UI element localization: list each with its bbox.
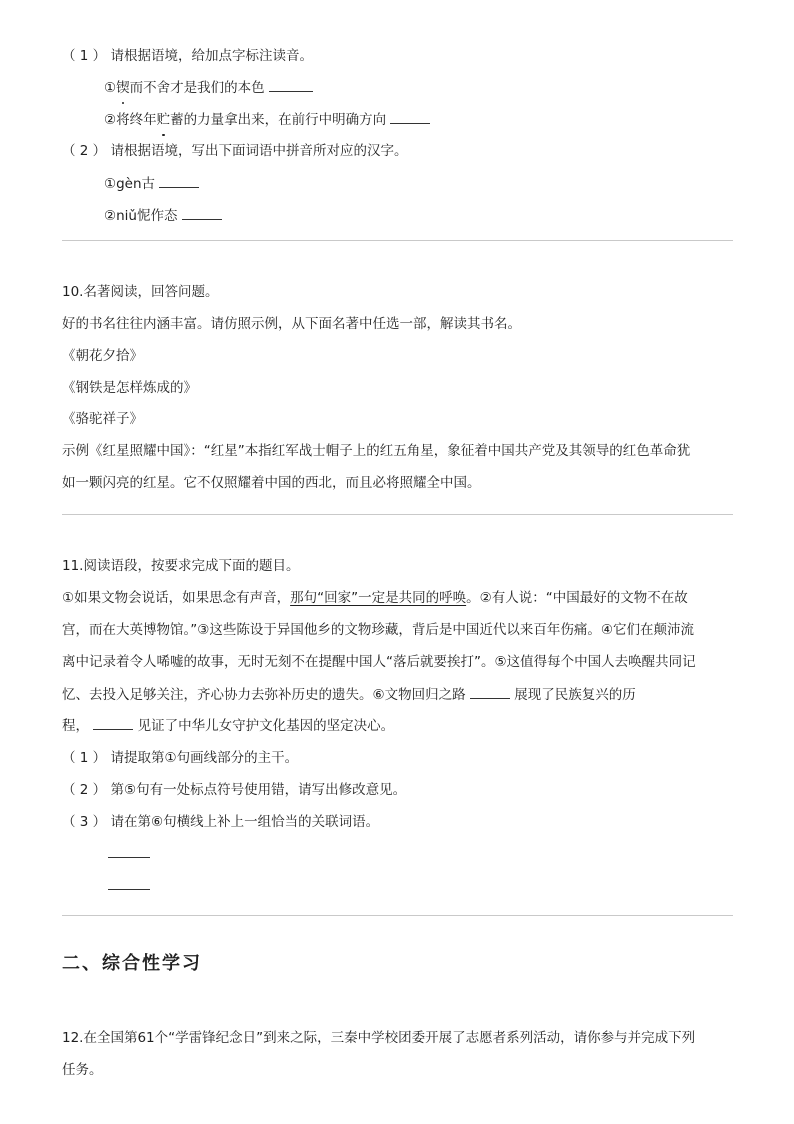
q12-line-1: 12.在全国第61个“学雷锋纪念日”到来之际，三秦中学校团委开展了志愿者系列活动，请你参与并完成下列 — [62, 1030, 696, 1046]
q9-item3 — [104, 173, 199, 194]
q9-item1 — [104, 77, 313, 98]
q9-item1-rest: 而不舍才是我们的本色 — [129, 80, 265, 96]
q11-p5-post: 见证了中华儿女守护文化基因的坚定决心。 — [137, 718, 395, 734]
q11-passage-line-1 — [62, 588, 688, 608]
q10-book-2: 《钢铁是怎样炼成的》 — [62, 380, 197, 396]
q11-answer-line-2 — [108, 875, 150, 896]
q11-p1-underlined: 那句“回家”一定是共同的呼唤 — [290, 590, 467, 606]
q9-item2-rest: 蓄的力量拿出来，在前行中明确方向 — [170, 112, 387, 128]
q11-answer-line-1 — [108, 843, 150, 864]
q11-sub3: （ 3 ） 请在第⑥句横线上补上一组恰当的关联词语。 — [62, 814, 380, 830]
q11-passage-line-2: 宫，而在大英博物馆。”③这些陈设于异国他乡的文物珍藏，背后是中国近代以来百年伤痛。④它们在颠沛流 — [62, 622, 694, 638]
q9-item3-answer-blank[interactable] — [159, 173, 199, 188]
divider — [62, 240, 733, 241]
q9-item1-answer-blank[interactable] — [269, 77, 313, 92]
q11-answer-blank-1[interactable] — [108, 843, 150, 858]
q9-item2-emphasis-char: 贮 — [156, 112, 171, 128]
q11-passage-line-4 — [62, 684, 636, 705]
q11-p4-pre: 忆、去投入足够关注，齐心协力去弥补历史的遗失。⑥文物回归之路 — [62, 687, 466, 703]
q9-item1-emphasis-char: 锲 — [116, 80, 130, 96]
q10-example-line-2: 如一颗闪亮的红星。它不仅照耀着中国的西北，而且必将照耀全中国。 — [62, 475, 481, 491]
q10-book-1: 《朝花夕拾》 — [62, 348, 143, 364]
divider — [62, 915, 733, 916]
q11-passage-line-5 — [62, 715, 394, 736]
q11-p1-pre: ①如果文物会说话，如果思念有声音， — [62, 590, 291, 606]
q10-example-line-1: 示例《红星照耀中国》：“红星”本指红军战士帽子上的红五角星，象征着中国共产党及其领导的红色革命犹 — [62, 443, 691, 459]
q12-line-2: 任务。 — [62, 1062, 103, 1078]
divider — [62, 514, 733, 515]
q11-title: 11.阅读语段，按要求完成下面的题目。 — [62, 558, 300, 574]
q11-blank-2[interactable] — [93, 715, 133, 730]
q9-item3-text: ①gèn古 — [104, 176, 156, 192]
q11-answer-blank-2[interactable] — [108, 875, 150, 890]
q10-book-3: 《骆驼祥子》 — [62, 411, 143, 427]
section-heading: 二、综合性学习 — [62, 953, 202, 974]
q10-instruction: 好的书名往往内涵丰富。请仿照示例，从下面名著中任选一部，解读其书名。 — [62, 316, 521, 332]
q9-sub1-label: （ 1 ） 请根据语境，给加点字标注读音。 — [62, 48, 313, 64]
q9-item1-prefix: ① — [104, 80, 117, 96]
q9-item4-answer-blank[interactable] — [182, 205, 222, 220]
q9-item2-prefix: ②将终年 — [104, 112, 157, 128]
q11-sub2: （ 2 ） 第⑤句有一处标点符号使用错，请写出修改意见。 — [62, 782, 407, 798]
q9-sub2-label: （ 2 ） 请根据语境，写出下面词语中拼音所对应的汉字。 — [62, 143, 408, 159]
q10-title: 10.名著阅读，回答问题。 — [62, 284, 219, 300]
q9-item2-answer-blank[interactable] — [390, 109, 430, 124]
q11-p4-post: 展现了民族复兴的历 — [514, 687, 636, 703]
q9-item2 — [104, 109, 430, 130]
q11-blank-1[interactable] — [470, 684, 510, 699]
q11-sub1: （ 1 ） 请提取第①句画线部分的主干。 — [62, 750, 299, 766]
q11-p1-post: 。②有人说：“中国最好的文物不在故 — [466, 590, 688, 606]
q11-p5-pre: 程， — [62, 718, 89, 734]
q11-passage-line-3: 离中记录着令人唏嘘的故事，无时无刻不在提醒中国人“落后就要挨打”。⑤这值得每个中国人去唤醒共同记 — [62, 654, 696, 670]
q9-item4-text: ②niǔ怩作态 — [104, 208, 178, 224]
q9-item4 — [104, 205, 222, 226]
